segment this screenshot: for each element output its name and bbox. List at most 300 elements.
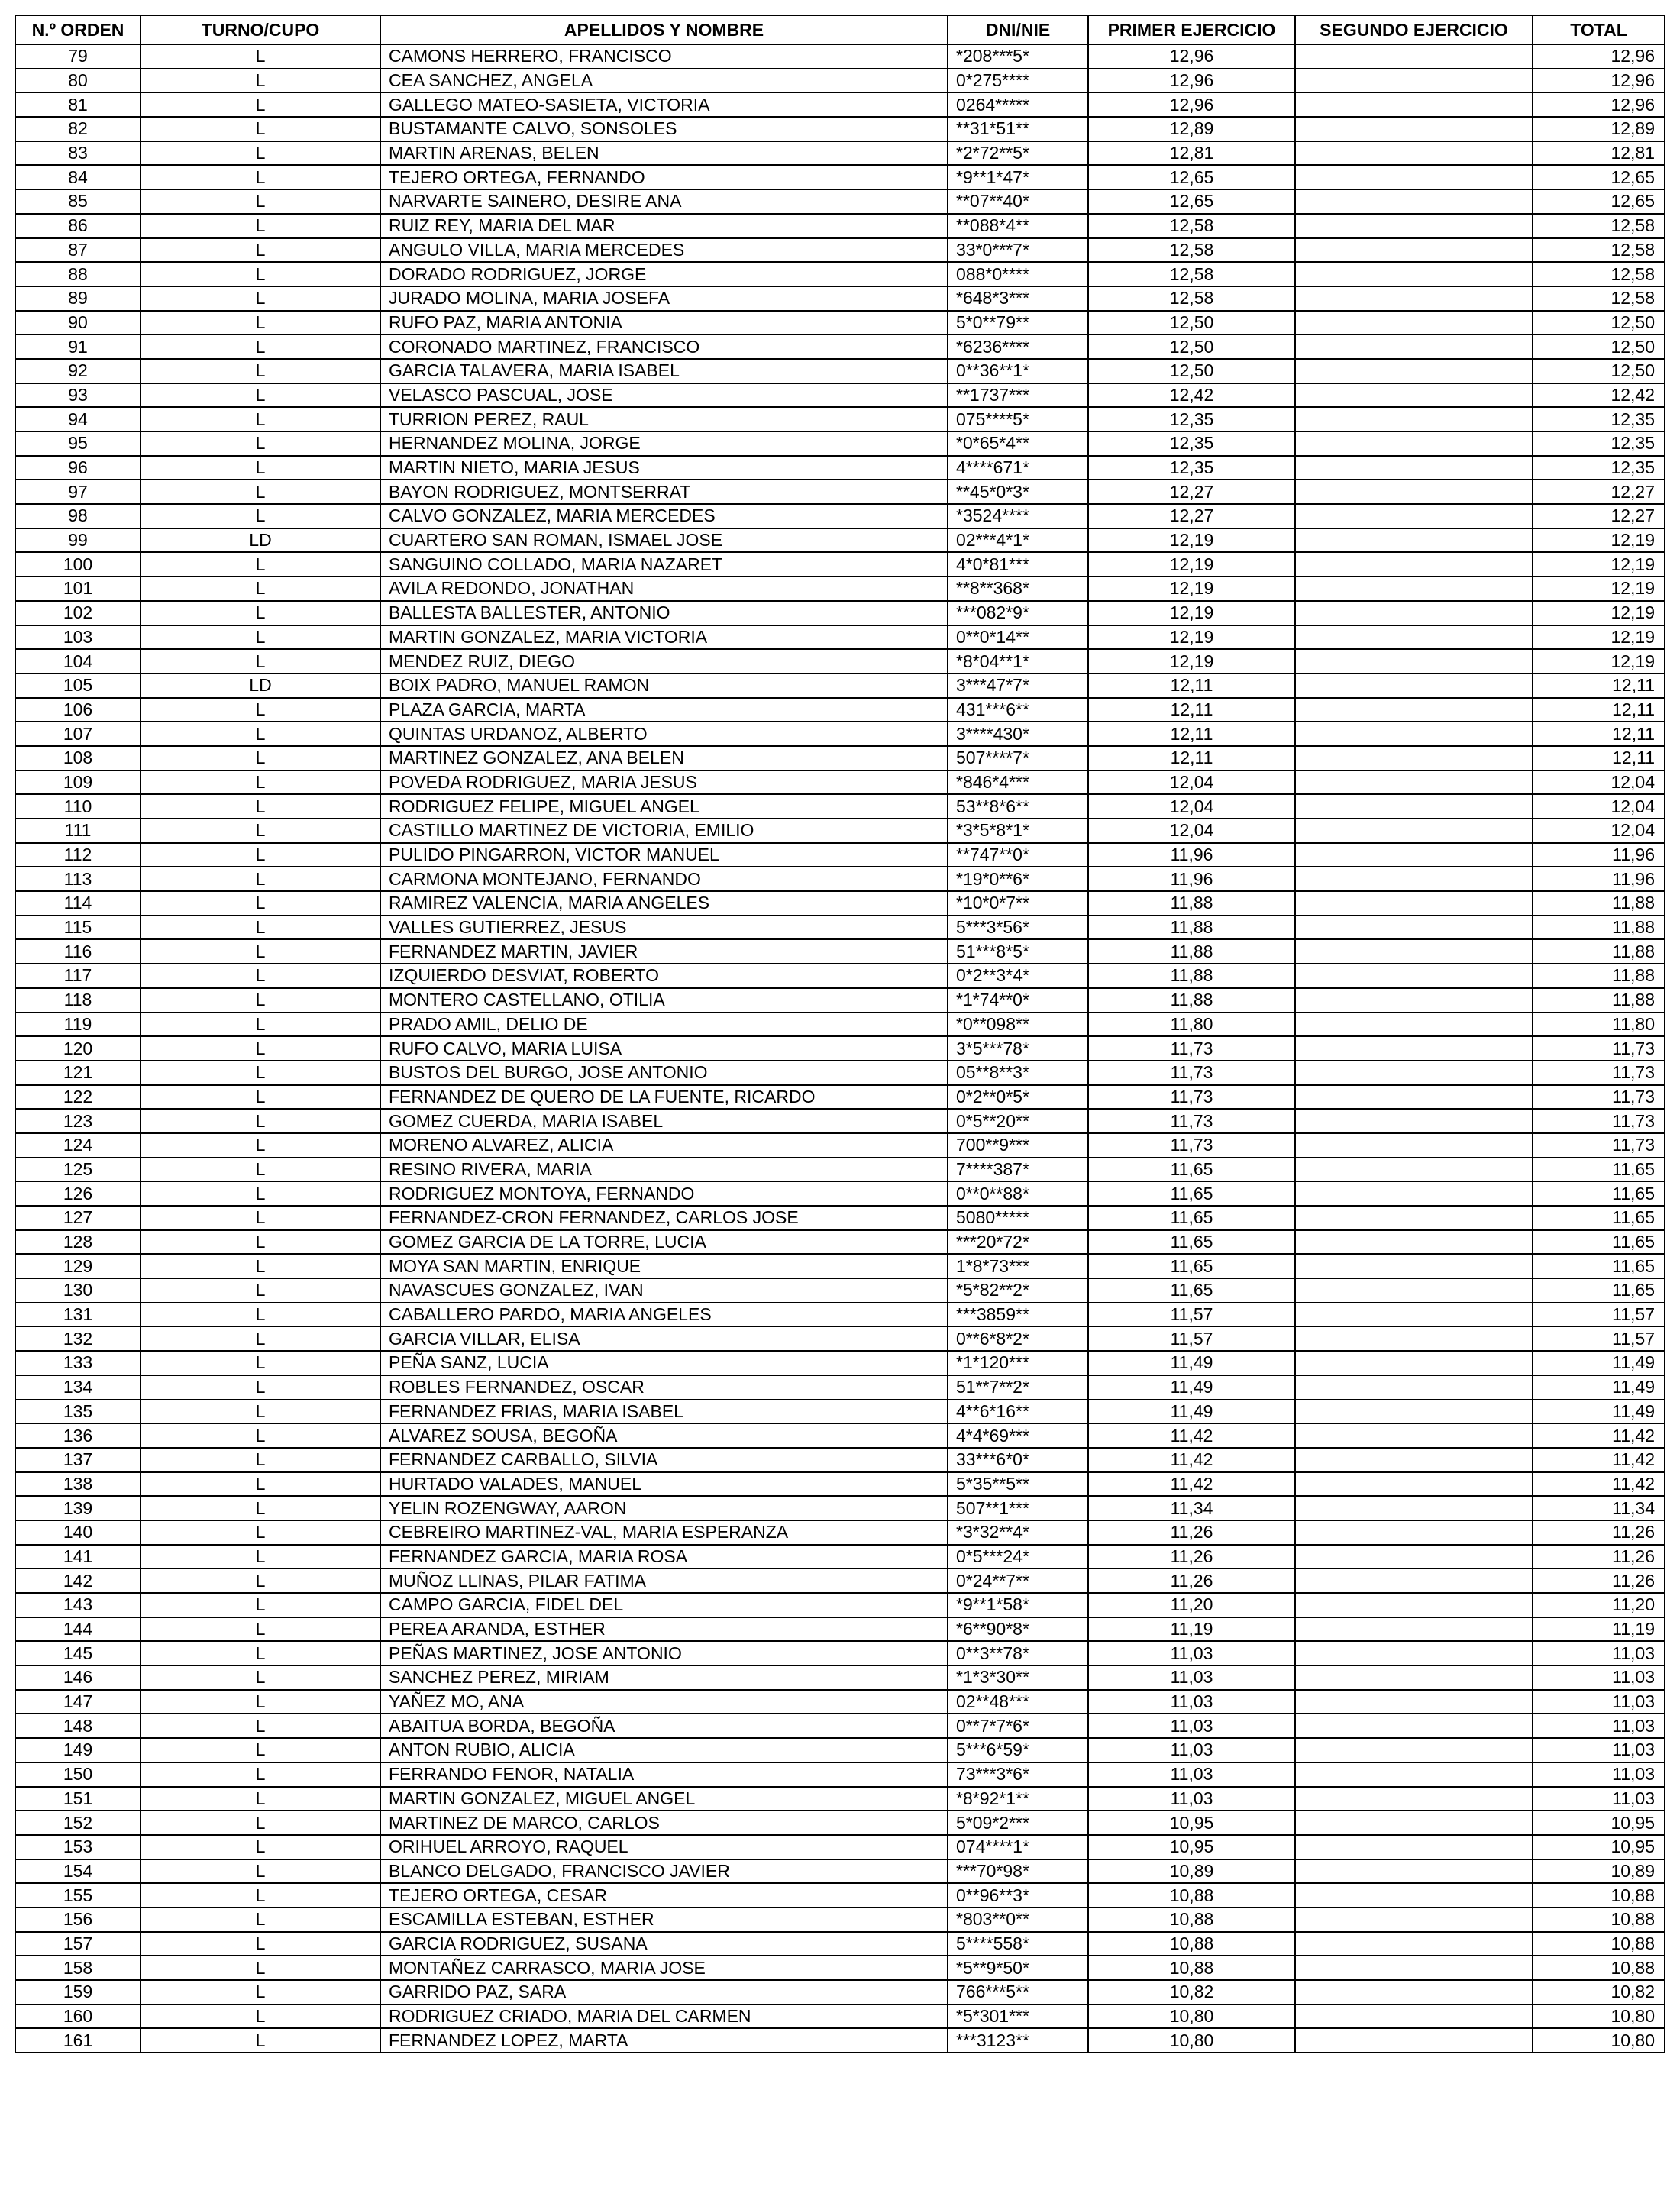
- cell-orden: 133: [15, 1351, 141, 1375]
- table-row: [15, 698, 1665, 722]
- cell-turno: L: [141, 456, 380, 480]
- cell-nombre: RODRIGUEZ MONTOYA, FERNANDO: [380, 1181, 948, 1206]
- cell-total: 12,50: [1533, 311, 1665, 335]
- cell-nombre: GARRIDO PAZ, SARA: [380, 1980, 948, 2004]
- cell-orden: 115: [15, 916, 141, 940]
- cell-dni: 05**8**3*: [948, 1061, 1088, 1085]
- cell-orden: 96: [15, 456, 141, 480]
- cell-primer-ejercicio: 11,03: [1088, 1641, 1295, 1665]
- cell-orden: 100: [15, 552, 141, 577]
- cell-nombre: MUÑOZ LLINAS, PILAR FATIMA: [380, 1568, 948, 1593]
- cell-turno: L: [141, 286, 380, 311]
- cell-primer-ejercicio: 12,11: [1088, 674, 1295, 698]
- cell-turno: L: [141, 1593, 380, 1617]
- cell-nombre: JURADO MOLINA, MARIA JOSEFA: [380, 286, 948, 311]
- cell-primer-ejercicio: 11,57: [1088, 1326, 1295, 1351]
- cell-nombre: MOYA SAN MARTIN, ENRIQUE: [380, 1254, 948, 1278]
- cell-primer-ejercicio: 12,19: [1088, 601, 1295, 625]
- cell-dni: 5***6*59*: [948, 1738, 1088, 1762]
- cell-orden: 125: [15, 1158, 141, 1182]
- cell-segundo-ejercicio: [1295, 722, 1533, 746]
- cell-nombre: ANTON RUBIO, ALICIA: [380, 1738, 948, 1762]
- cell-primer-ejercicio: 12,96: [1088, 44, 1295, 69]
- cell-total: 12,50: [1533, 359, 1665, 383]
- cell-primer-ejercicio: 11,03: [1088, 1787, 1295, 1811]
- cell-dni: 0264*****: [948, 92, 1088, 117]
- cell-primer-ejercicio: 11,03: [1088, 1714, 1295, 1738]
- cell-primer-ejercicio: 10,88: [1088, 1956, 1295, 1980]
- cell-turno: L: [141, 916, 380, 940]
- cell-segundo-ejercicio: [1295, 1883, 1533, 1908]
- cell-primer-ejercicio: 12,04: [1088, 794, 1295, 819]
- cell-primer-ejercicio: 12,58: [1088, 214, 1295, 238]
- table-row: [15, 1375, 1665, 1400]
- cell-segundo-ejercicio: [1295, 916, 1533, 940]
- table-row: [15, 1158, 1665, 1182]
- cell-dni: 02**48***: [948, 1690, 1088, 1714]
- cell-turno: L: [141, 480, 380, 504]
- cell-primer-ejercicio: 11,65: [1088, 1278, 1295, 1303]
- cell-orden: 132: [15, 1326, 141, 1351]
- cell-total: 12,04: [1533, 770, 1665, 795]
- cell-nombre: FERNANDEZ-CRON FERNANDEZ, CARLOS JOSE: [380, 1206, 948, 1230]
- cell-nombre: FERNANDEZ LOPEZ, MARTA: [380, 2028, 948, 2053]
- cell-segundo-ejercicio: [1295, 1375, 1533, 1400]
- cell-total: 10,88: [1533, 1956, 1665, 1980]
- cell-total: 11,73: [1533, 1109, 1665, 1133]
- cell-segundo-ejercicio: [1295, 794, 1533, 819]
- cell-turno: L: [141, 770, 380, 795]
- header-segundo-ejercicio: SEGUNDO EJERCICIO: [1295, 15, 1533, 44]
- table-row: [15, 1133, 1665, 1158]
- cell-turno: L: [141, 1496, 380, 1520]
- cell-dni: 0**7*7*6*: [948, 1714, 1088, 1738]
- cell-orden: 99: [15, 528, 141, 553]
- cell-orden: 160: [15, 2004, 141, 2029]
- cell-nombre: VALLES GUTIERREZ, JESUS: [380, 916, 948, 940]
- cell-turno: L: [141, 1980, 380, 2004]
- table-row: [15, 1448, 1665, 1472]
- cell-orden: 101: [15, 577, 141, 601]
- cell-orden: 110: [15, 794, 141, 819]
- cell-nombre: MARTIN GONZALEZ, MARIA VICTORIA: [380, 625, 948, 650]
- table-row: [15, 480, 1665, 504]
- cell-turno: L: [141, 1375, 380, 1400]
- cell-orden: 139: [15, 1496, 141, 1520]
- cell-dni: 766***5**: [948, 1980, 1088, 2004]
- cell-orden: 154: [15, 1859, 141, 1884]
- table-row: [15, 1181, 1665, 1206]
- cell-nombre: TURRION PEREZ, RAUL: [380, 407, 948, 431]
- cell-primer-ejercicio: 10,80: [1088, 2028, 1295, 2053]
- table-row: [15, 504, 1665, 528]
- cell-turno: L: [141, 69, 380, 93]
- cell-dni: 0**36**1*: [948, 359, 1088, 383]
- cell-segundo-ejercicio: [1295, 2004, 1533, 2029]
- cell-nombre: TEJERO ORTEGA, FERNANDO: [380, 165, 948, 189]
- cell-orden: 122: [15, 1085, 141, 1110]
- cell-orden: 161: [15, 2028, 141, 2053]
- cell-orden: 89: [15, 286, 141, 311]
- table-row: [15, 117, 1665, 141]
- cell-primer-ejercicio: 11,80: [1088, 1013, 1295, 1037]
- table-row: [15, 867, 1665, 891]
- cell-turno: L: [141, 2004, 380, 2029]
- cell-dni: 51**7**2*: [948, 1375, 1088, 1400]
- cell-segundo-ejercicio: [1295, 334, 1533, 359]
- table-row: [15, 1036, 1665, 1061]
- table-row: [15, 1520, 1665, 1545]
- cell-turno: L: [141, 1714, 380, 1738]
- cell-nombre: CASTILLO MARTINEZ DE VICTORIA, EMILIO: [380, 819, 948, 843]
- cell-dni: 074****1*: [948, 1835, 1088, 1859]
- cell-primer-ejercicio: 12,58: [1088, 238, 1295, 263]
- cell-turno: L: [141, 1665, 380, 1690]
- cell-nombre: MARTINEZ GONZALEZ, ANA BELEN: [380, 746, 948, 770]
- cell-nombre: RUFO CALVO, MARIA LUISA: [380, 1036, 948, 1061]
- cell-segundo-ejercicio: [1295, 1762, 1533, 1787]
- cell-nombre: VELASCO PASCUAL, JOSE: [380, 383, 948, 408]
- header-total: TOTAL: [1533, 15, 1665, 44]
- cell-dni: 33*0***7*: [948, 238, 1088, 263]
- cell-primer-ejercicio: 11,42: [1088, 1448, 1295, 1472]
- cell-orden: 150: [15, 1762, 141, 1787]
- table-row: [15, 601, 1665, 625]
- cell-total: 11,20: [1533, 1593, 1665, 1617]
- cell-primer-ejercicio: 12,11: [1088, 746, 1295, 770]
- table-row: [15, 722, 1665, 746]
- cell-total: 12,04: [1533, 794, 1665, 819]
- cell-segundo-ejercicio: [1295, 1520, 1533, 1545]
- cell-segundo-ejercicio: [1295, 1568, 1533, 1593]
- cell-total: 12,19: [1533, 649, 1665, 674]
- cell-turno: L: [141, 698, 380, 722]
- cell-segundo-ejercicio: [1295, 1158, 1533, 1182]
- cell-nombre: GARCIA VILLAR, ELISA: [380, 1326, 948, 1351]
- cell-total: 11,65: [1533, 1181, 1665, 1206]
- cell-orden: 94: [15, 407, 141, 431]
- cell-orden: 148: [15, 1714, 141, 1738]
- cell-primer-ejercicio: 11,65: [1088, 1254, 1295, 1278]
- cell-segundo-ejercicio: [1295, 1472, 1533, 1497]
- cell-primer-ejercicio: 11,20: [1088, 1593, 1295, 1617]
- cell-turno: L: [141, 1013, 380, 1037]
- cell-nombre: MONTERO CASTELLANO, OTILIA: [380, 988, 948, 1013]
- cell-total: 11,65: [1533, 1158, 1665, 1182]
- cell-primer-ejercicio: 11,03: [1088, 1762, 1295, 1787]
- cell-primer-ejercicio: 12,65: [1088, 165, 1295, 189]
- cell-segundo-ejercicio: [1295, 1085, 1533, 1110]
- cell-total: 12,19: [1533, 577, 1665, 601]
- cell-dni: **747**0*: [948, 843, 1088, 867]
- cell-nombre: RAMIREZ VALENCIA, MARIA ANGELES: [380, 891, 948, 916]
- cell-segundo-ejercicio: [1295, 431, 1533, 456]
- table-row: [15, 1206, 1665, 1230]
- cell-primer-ejercicio: 11,26: [1088, 1520, 1295, 1545]
- cell-turno: L: [141, 1133, 380, 1158]
- cell-segundo-ejercicio: [1295, 214, 1533, 238]
- cell-dni: *0*65*4**: [948, 431, 1088, 456]
- table-row: [15, 1472, 1665, 1497]
- cell-turno: L: [141, 1956, 380, 1980]
- cell-segundo-ejercicio: [1295, 1787, 1533, 1811]
- table-row: [15, 334, 1665, 359]
- table-row: [15, 891, 1665, 916]
- cell-orden: 121: [15, 1061, 141, 1085]
- table-row: [15, 1762, 1665, 1787]
- cell-segundo-ejercicio: [1295, 1714, 1533, 1738]
- cell-turno: L: [141, 601, 380, 625]
- cell-turno: L: [141, 843, 380, 867]
- cell-total: 12,35: [1533, 407, 1665, 431]
- cell-dni: *6**90*8*: [948, 1617, 1088, 1642]
- cell-primer-ejercicio: 11,88: [1088, 916, 1295, 940]
- cell-total: 10,80: [1533, 2028, 1665, 2053]
- cell-nombre: NAVASCUES GONZALEZ, IVAN: [380, 1278, 948, 1303]
- cell-total: 11,26: [1533, 1568, 1665, 1593]
- cell-primer-ejercicio: 12,50: [1088, 334, 1295, 359]
- cell-orden: 143: [15, 1593, 141, 1617]
- cell-segundo-ejercicio: [1295, 69, 1533, 93]
- cell-nombre: FERNANDEZ GARCIA, MARIA ROSA: [380, 1545, 948, 1569]
- cell-turno: LD: [141, 528, 380, 553]
- cell-turno: L: [141, 819, 380, 843]
- table-row: [15, 1085, 1665, 1110]
- cell-total: 12,96: [1533, 44, 1665, 69]
- cell-dni: *803**0**: [948, 1908, 1088, 1932]
- cell-orden: 152: [15, 1811, 141, 1835]
- table-row: [15, 1690, 1665, 1714]
- cell-total: 10,95: [1533, 1835, 1665, 1859]
- cell-dni: 5****558*: [948, 1932, 1088, 1956]
- cell-primer-ejercicio: 11,42: [1088, 1472, 1295, 1497]
- cell-orden: 117: [15, 964, 141, 988]
- cell-primer-ejercicio: 11,73: [1088, 1133, 1295, 1158]
- cell-nombre: PEREA ARANDA, ESTHER: [380, 1617, 948, 1642]
- cell-turno: L: [141, 722, 380, 746]
- cell-segundo-ejercicio: [1295, 92, 1533, 117]
- cell-segundo-ejercicio: [1295, 1351, 1533, 1375]
- cell-segundo-ejercicio: [1295, 1326, 1533, 1351]
- cell-nombre: ABAITUA BORDA, BEGOÑA: [380, 1714, 948, 1738]
- cell-nombre: CAMONS HERRERO, FRANCISCO: [380, 44, 948, 69]
- table-row: [15, 92, 1665, 117]
- cell-total: 10,82: [1533, 1980, 1665, 2004]
- cell-turno: L: [141, 1641, 380, 1665]
- cell-orden: 120: [15, 1036, 141, 1061]
- cell-nombre: GALLEGO MATEO-SASIETA, VICTORIA: [380, 92, 948, 117]
- cell-nombre: GOMEZ GARCIA DE LA TORRE, LUCIA: [380, 1230, 948, 1255]
- cell-total: 11,03: [1533, 1641, 1665, 1665]
- cell-dni: ***3123**: [948, 2028, 1088, 2053]
- header-nombre: APELLIDOS Y NOMBRE: [380, 15, 948, 44]
- cell-orden: 137: [15, 1448, 141, 1472]
- cell-segundo-ejercicio: [1295, 1956, 1533, 1980]
- cell-nombre: CALVO GONZALEZ, MARIA MERCEDES: [380, 504, 948, 528]
- cell-turno: L: [141, 1883, 380, 1908]
- cell-turno: L: [141, 1278, 380, 1303]
- cell-total: 11,03: [1533, 1762, 1665, 1787]
- cell-total: 11,42: [1533, 1448, 1665, 1472]
- cell-orden: 87: [15, 238, 141, 263]
- cell-dni: *1*3*30**: [948, 1665, 1088, 1690]
- cell-turno: L: [141, 141, 380, 166]
- header-orden: N.º ORDEN: [15, 15, 141, 44]
- cell-orden: 144: [15, 1617, 141, 1642]
- cell-segundo-ejercicio: [1295, 770, 1533, 795]
- cell-orden: 91: [15, 334, 141, 359]
- cell-total: 11,34: [1533, 1496, 1665, 1520]
- cell-primer-ejercicio: 11,65: [1088, 1158, 1295, 1182]
- cell-orden: 155: [15, 1883, 141, 1908]
- cell-total: 12,19: [1533, 625, 1665, 650]
- cell-total: 11,49: [1533, 1375, 1665, 1400]
- cell-nombre: PRADO AMIL, DELIO DE: [380, 1013, 948, 1037]
- cell-nombre: POVEDA RODRIGUEZ, MARIA JESUS: [380, 770, 948, 795]
- cell-dni: 0**3**78*: [948, 1641, 1088, 1665]
- cell-orden: 102: [15, 601, 141, 625]
- cell-total: 12,81: [1533, 141, 1665, 166]
- cell-orden: 97: [15, 480, 141, 504]
- cell-turno: L: [141, 407, 380, 431]
- cell-total: 11,65: [1533, 1230, 1665, 1255]
- cell-dni: 7****387*: [948, 1158, 1088, 1182]
- cell-dni: *846*4***: [948, 770, 1088, 795]
- cell-primer-ejercicio: 12,96: [1088, 92, 1295, 117]
- cell-turno: L: [141, 1520, 380, 1545]
- cell-total: 11,88: [1533, 939, 1665, 964]
- cell-total: 11,96: [1533, 843, 1665, 867]
- cell-dni: 0*5**20**: [948, 1109, 1088, 1133]
- cell-total: 11,73: [1533, 1061, 1665, 1085]
- cell-primer-ejercicio: 11,73: [1088, 1061, 1295, 1085]
- cell-orden: 158: [15, 1956, 141, 1980]
- cell-dni: 088*0****: [948, 262, 1088, 286]
- cell-nombre: YELIN ROZENGWAY, AARON: [380, 1496, 948, 1520]
- cell-orden: 131: [15, 1303, 141, 1327]
- cell-nombre: BLANCO DELGADO, FRANCISCO JAVIER: [380, 1859, 948, 1884]
- cell-segundo-ejercicio: [1295, 480, 1533, 504]
- cell-dni: *6236****: [948, 334, 1088, 359]
- table-row: [15, 311, 1665, 335]
- cell-segundo-ejercicio: [1295, 649, 1533, 674]
- cell-turno: L: [141, 1085, 380, 1110]
- cell-segundo-ejercicio: [1295, 528, 1533, 553]
- cell-primer-ejercicio: 12,35: [1088, 456, 1295, 480]
- cell-nombre: CORONADO MARTINEZ, FRANCISCO: [380, 334, 948, 359]
- table-row: [15, 1738, 1665, 1762]
- table-row: [15, 794, 1665, 819]
- cell-orden: 111: [15, 819, 141, 843]
- cell-turno: L: [141, 1400, 380, 1424]
- cell-primer-ejercicio: 12,35: [1088, 431, 1295, 456]
- cell-dni: 0*275****: [948, 69, 1088, 93]
- cell-primer-ejercicio: 12,19: [1088, 528, 1295, 553]
- cell-dni: *5*82**2*: [948, 1278, 1088, 1303]
- table-row: [15, 1326, 1665, 1351]
- cell-total: 10,80: [1533, 2004, 1665, 2029]
- cell-total: 12,11: [1533, 746, 1665, 770]
- cell-dni: 4****671*: [948, 456, 1088, 480]
- cell-orden: 130: [15, 1278, 141, 1303]
- cell-turno: L: [141, 117, 380, 141]
- cell-dni: 431***6**: [948, 698, 1088, 722]
- cell-turno: L: [141, 1787, 380, 1811]
- cell-primer-ejercicio: 10,88: [1088, 1883, 1295, 1908]
- cell-dni: 507****7*: [948, 746, 1088, 770]
- cell-nombre: CARMONA MONTEJANO, FERNANDO: [380, 867, 948, 891]
- cell-total: 12,27: [1533, 504, 1665, 528]
- table-row: [15, 843, 1665, 867]
- cell-nombre: CEA SANCHEZ, ANGELA: [380, 69, 948, 93]
- cell-turno: L: [141, 1181, 380, 1206]
- cell-nombre: MARTINEZ DE MARCO, CARLOS: [380, 1811, 948, 1835]
- cell-total: 11,88: [1533, 988, 1665, 1013]
- cell-nombre: FERRANDO FENOR, NATALIA: [380, 1762, 948, 1787]
- cell-nombre: ORIHUEL ARROYO, RAQUEL: [380, 1835, 948, 1859]
- cell-segundo-ejercicio: [1295, 456, 1533, 480]
- cell-orden: 92: [15, 359, 141, 383]
- table-row: [15, 1617, 1665, 1642]
- table-row: [15, 1568, 1665, 1593]
- cell-turno: L: [141, 1738, 380, 1762]
- cell-orden: 114: [15, 891, 141, 916]
- cell-turno: L: [141, 1811, 380, 1835]
- cell-total: 11,80: [1533, 1013, 1665, 1037]
- cell-segundo-ejercicio: [1295, 286, 1533, 311]
- cell-nombre: SANGUINO COLLADO, MARIA NAZARET: [380, 552, 948, 577]
- cell-dni: *10*0*7**: [948, 891, 1088, 916]
- cell-dni: 73***3*6*: [948, 1762, 1088, 1787]
- cell-total: 12,50: [1533, 334, 1665, 359]
- cell-dni: *3*5*8*1*: [948, 819, 1088, 843]
- cell-dni: 53**8*6**: [948, 794, 1088, 819]
- cell-dni: *1*74**0*: [948, 988, 1088, 1013]
- cell-total: 11,65: [1533, 1254, 1665, 1278]
- cell-turno: L: [141, 1351, 380, 1375]
- table-row: [15, 286, 1665, 311]
- cell-dni: 0*5***24*: [948, 1545, 1088, 1569]
- cell-primer-ejercicio: 11,57: [1088, 1303, 1295, 1327]
- cell-dni: 507**1***: [948, 1496, 1088, 1520]
- cell-turno: L: [141, 1568, 380, 1593]
- cell-primer-ejercicio: 12,50: [1088, 311, 1295, 335]
- cell-orden: 118: [15, 988, 141, 1013]
- table-row: [15, 1980, 1665, 2004]
- table-row: [15, 456, 1665, 480]
- cell-turno: L: [141, 1061, 380, 1085]
- cell-orden: 95: [15, 431, 141, 456]
- cell-turno: L: [141, 1254, 380, 1278]
- cell-segundo-ejercicio: [1295, 1665, 1533, 1690]
- cell-turno: L: [141, 746, 380, 770]
- table-row: [15, 359, 1665, 383]
- cell-turno: L: [141, 1109, 380, 1133]
- cell-dni: 0*2**3*4*: [948, 964, 1088, 988]
- cell-turno: L: [141, 1303, 380, 1327]
- cell-total: 12,11: [1533, 674, 1665, 698]
- cell-dni: **07**40*: [948, 189, 1088, 214]
- cell-nombre: RUFO PAZ, MARIA ANTONIA: [380, 311, 948, 335]
- cell-segundo-ejercicio: [1295, 117, 1533, 141]
- cell-turno: L: [141, 2028, 380, 2053]
- table-row: [15, 1859, 1665, 1884]
- cell-primer-ejercicio: 10,88: [1088, 1908, 1295, 1932]
- cell-total: 12,35: [1533, 456, 1665, 480]
- cell-orden: 88: [15, 262, 141, 286]
- cell-dni: 3*5***78*: [948, 1036, 1088, 1061]
- cell-orden: 145: [15, 1641, 141, 1665]
